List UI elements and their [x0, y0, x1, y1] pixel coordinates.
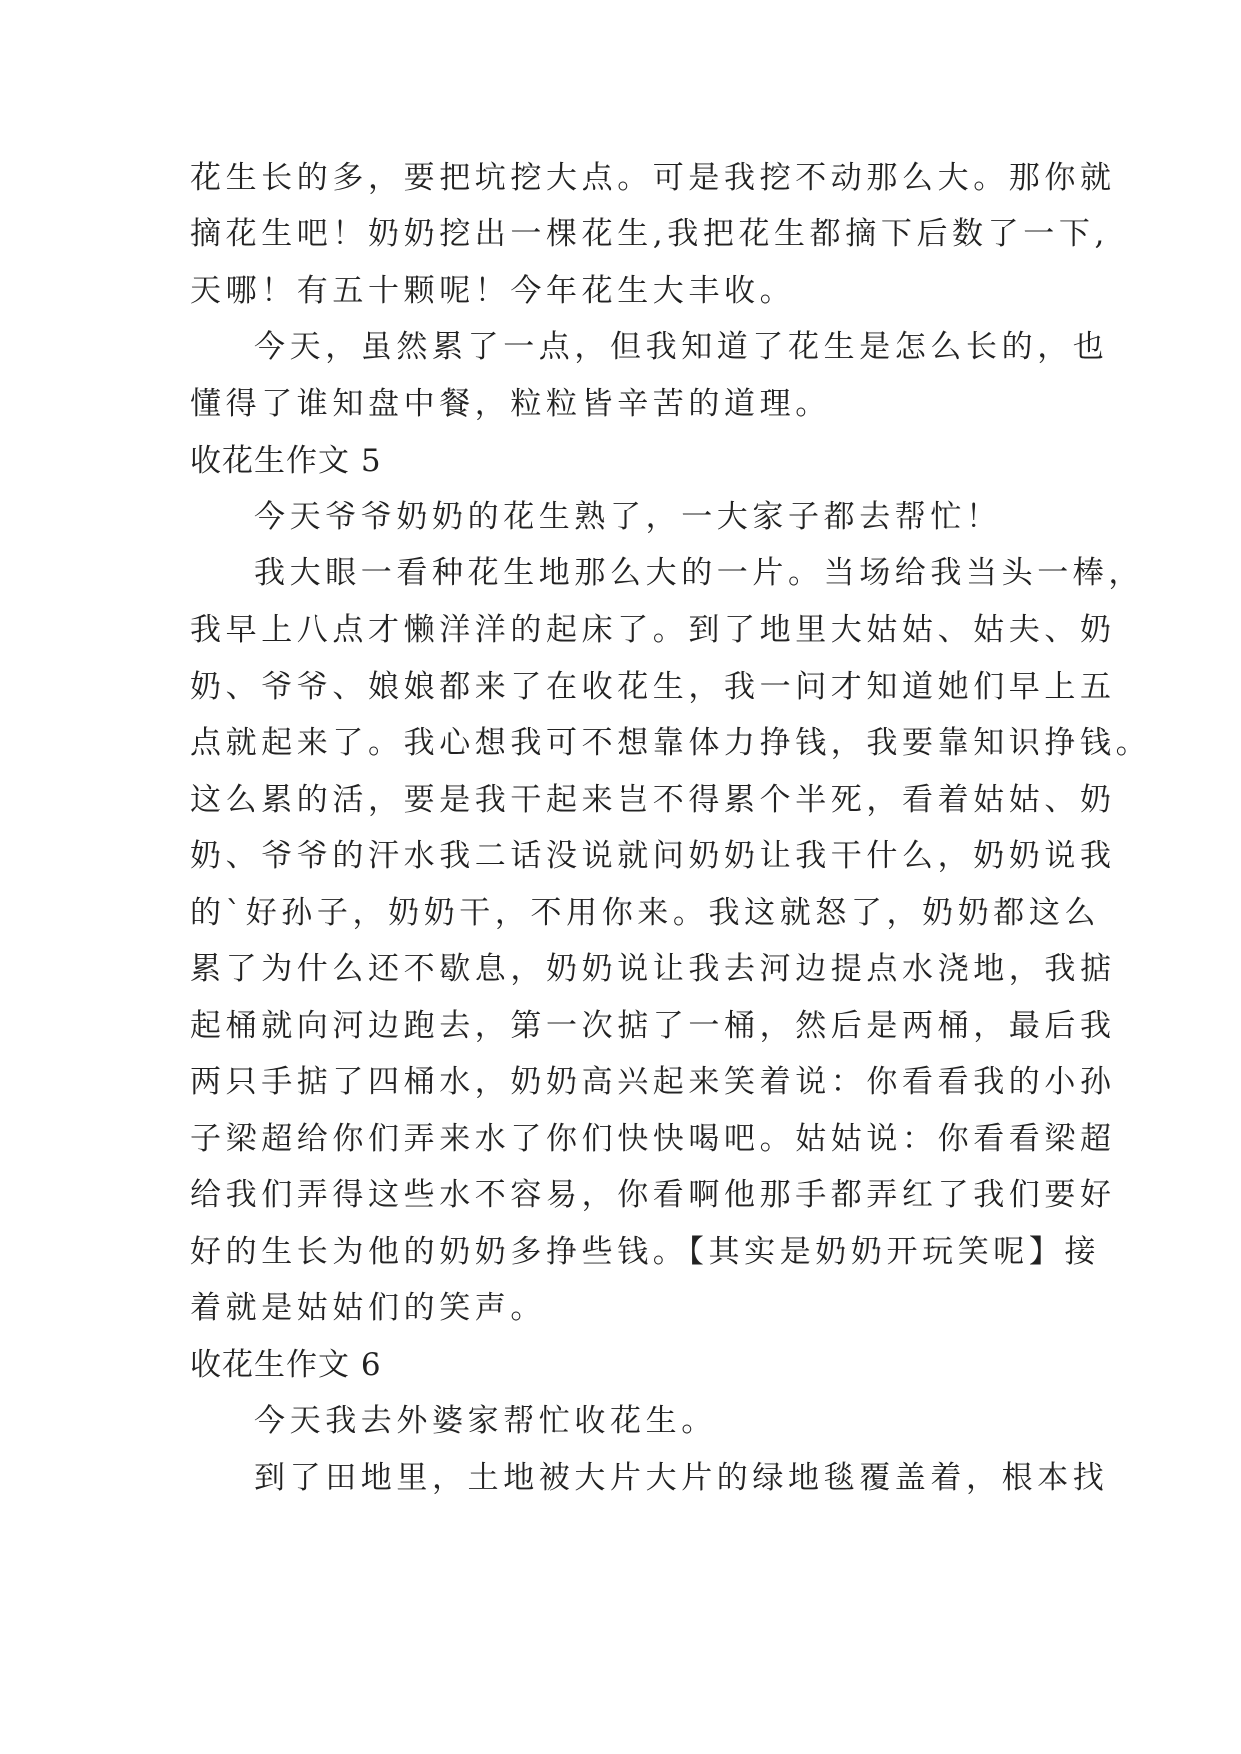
- text-line: 天哪！有五十颗呢！今年花生大丰收。: [190, 273, 796, 309]
- text-line: 我早上八点才懒洋洋的起床了。到了地里大姑姑、姑夫、奶: [190, 612, 1116, 648]
- text-line: 起桶就向河边跑去，第一次掂了一桶，然后是两桶，最后我: [190, 1008, 1116, 1044]
- section-heading: 收花生作文 6: [190, 1347, 382, 1383]
- text-line: 的`好孙子，奶奶干，不用你来。我这就怒了，奶奶都这么: [190, 895, 1101, 931]
- text-line: 我大眼一看种花生地那么大的一片。当场给我当头一棒，: [254, 555, 1144, 591]
- text-line: 两只手掂了四桶水，奶奶高兴起来笑着说：你看看我的小孙: [190, 1064, 1116, 1100]
- text-line: 累了为什么还不歇息，奶奶说让我去河边提点水浇地，我掂: [190, 951, 1116, 987]
- text-line: 点就起来了。我心想我可不想靠体力挣钱，我要靠知识挣钱。: [190, 725, 1152, 761]
- text-line: 子梁超给你们弄来水了你们快快喝吧。姑姑说：你看看梁超: [190, 1121, 1116, 1157]
- text-line: 今天爷爷奶奶的花生熟了，一大家子都去帮忙！: [254, 499, 1002, 535]
- text-line: 给我们弄得这些水不容易，你看啊他那手都弄红了我们要好: [190, 1177, 1116, 1213]
- text-line: 奶、爷爷、娘娘都来了在收花生，我一问才知道她们早上五: [190, 669, 1116, 705]
- text-line: 今天我去外婆家帮忙收花生。: [254, 1403, 717, 1439]
- text-line: 奶、爷爷的汗水我二话没说就问奶奶让我干什么，奶奶说我: [190, 838, 1116, 874]
- text-line: 懂得了谁知盘中餐，粒粒皆辛苦的道理。: [190, 386, 831, 422]
- section-heading: 收花生作文 5: [190, 443, 382, 479]
- text-line: 今天，虽然累了一点，但我知道了花生是怎么长的，也: [254, 329, 1109, 365]
- text-line: 到了田地里，土地被大片大片的绿地毯覆盖着，根本找: [254, 1460, 1109, 1496]
- text-line: 好的生长为他的奶奶多挣些钱。【其实是奶奶开玩笑呢】接: [190, 1234, 1101, 1270]
- text-line: 着就是姑姑们的笑声。: [190, 1290, 546, 1326]
- text-line: 这么累的活，要是我干起来岂不得累个半死，看着姑姑、奶: [190, 782, 1116, 818]
- text-line: 摘花生吧！奶奶挖出一棵花生,我把花生都摘下后数了一下,: [190, 216, 1109, 252]
- text-line: 花生长的多，要把坑挖大点。可是我挖不动那么大。那你就: [190, 160, 1116, 196]
